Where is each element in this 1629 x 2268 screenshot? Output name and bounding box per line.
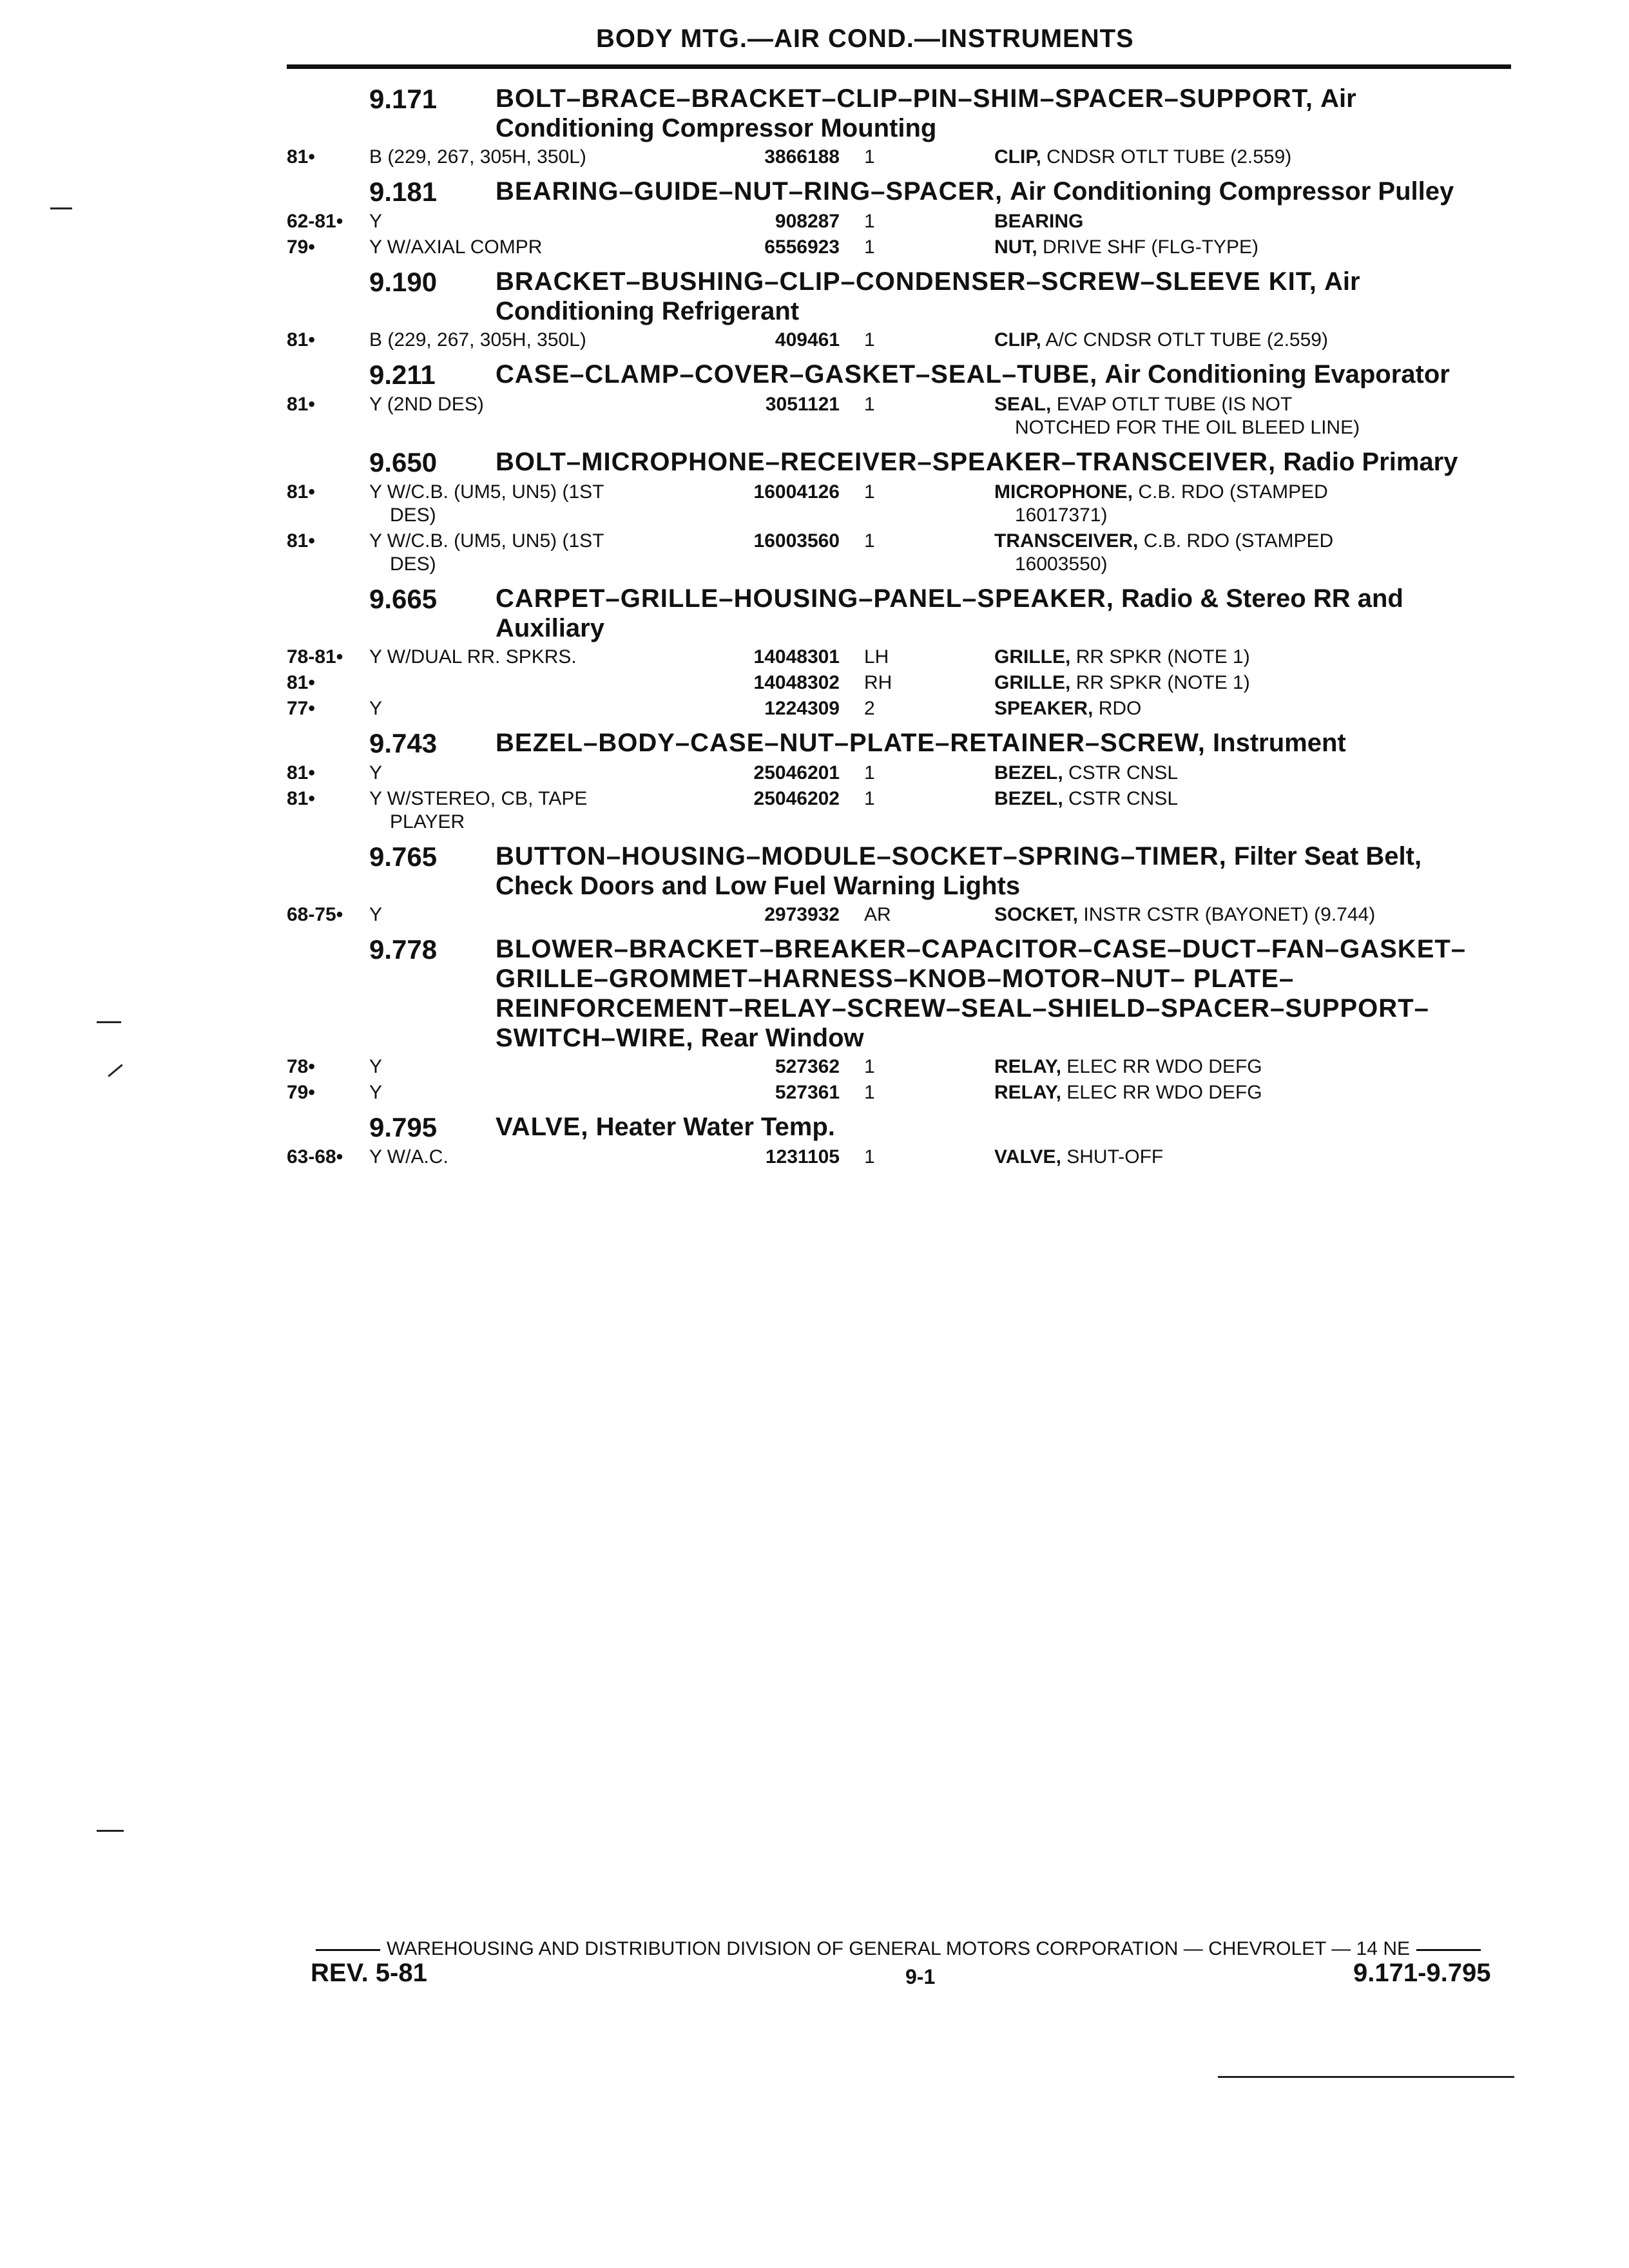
part-detail: CSTR CNSL	[1068, 788, 1179, 809]
model-years: 81•	[287, 394, 315, 415]
model-years: 79•	[287, 1082, 315, 1103]
model-years: 79•	[287, 236, 315, 258]
part-number: 908287	[775, 211, 840, 232]
catalog-section	[287, 1112, 1511, 1169]
part-name: GRILLE,	[994, 646, 1071, 668]
page-title: BODY MTG.—AIR COND.—INSTRUMENTS	[596, 24, 1134, 53]
section-description: Radio Primary	[1283, 448, 1458, 476]
part-number: 14048302	[753, 672, 840, 693]
part-detail: ELEC RR WDO DEFG	[1066, 1056, 1262, 1077]
quantity: 1	[864, 1056, 875, 1077]
quantity: 2	[864, 698, 875, 719]
part-description	[904, 481, 1478, 527]
application-text: Y	[369, 698, 383, 719]
part-detail: C.B. RDO (STAMPED	[1143, 530, 1334, 552]
part-detail: ELEC RR WDO DEFG	[1066, 1082, 1262, 1103]
application-text: Y	[369, 1056, 383, 1077]
section-keywords: CASE–CLAMP–COVER–GASKET–SEAL–TUBE,	[496, 360, 1098, 389]
scan-mark	[97, 1021, 121, 1023]
footer-rule-right	[1416, 1949, 1481, 1951]
part-name: MICROPHONE,	[994, 481, 1133, 503]
bottom-rule	[1218, 2076, 1514, 2078]
application	[369, 903, 717, 927]
application-text-cont: DES)	[390, 505, 436, 526]
part-name: SEAL,	[994, 394, 1052, 415]
part-name: NUT,	[994, 236, 1037, 258]
application	[369, 210, 717, 233]
section-number: 9.650	[369, 447, 438, 477]
section-number: 9.795	[369, 1112, 438, 1142]
part-row	[287, 210, 1511, 233]
quantity: 1	[864, 530, 875, 552]
part-description	[904, 762, 1478, 785]
description-line	[994, 646, 1478, 669]
part-number: 25046201	[753, 762, 840, 783]
model-years: 81•	[287, 146, 315, 168]
model-years: 81•	[287, 672, 315, 693]
description-line	[994, 762, 1478, 785]
quantity: 1	[864, 236, 875, 258]
section-title	[496, 84, 1501, 143]
footer-rule-left	[316, 1949, 380, 1951]
part-detail: INSTR CSTR (BAYONET) (9.744)	[1083, 904, 1376, 925]
description-line	[994, 329, 1478, 352]
application	[369, 671, 717, 695]
part-detail: EVAP OTLT TUBE (IS NOT	[1056, 394, 1293, 415]
part-row	[287, 1146, 1511, 1169]
model-years: 81•	[287, 762, 315, 783]
quantity: 1	[864, 788, 875, 809]
section-keywords: BUTTON–HOUSING–MODULE–SOCKET–SPRING–TIMER,	[496, 842, 1227, 870]
section-title	[496, 1112, 1501, 1142]
part-detail-cont: 16003550)	[1015, 553, 1108, 575]
model-years: 81•	[287, 481, 315, 503]
part-name: GRILLE,	[994, 672, 1071, 693]
part-number: 2973932	[764, 904, 840, 925]
part-row	[287, 1081, 1511, 1104]
part-name: RELAY,	[994, 1056, 1061, 1077]
part-row	[287, 1055, 1511, 1079]
section-header	[287, 447, 1511, 478]
catalog-section	[287, 360, 1511, 439]
section-title	[496, 177, 1501, 206]
application	[369, 393, 717, 439]
quantity: 1	[864, 394, 875, 415]
section-header	[287, 177, 1511, 207]
section-header	[287, 84, 1511, 143]
section-number: 9.743	[369, 728, 438, 758]
section-title	[496, 934, 1501, 1053]
part-name: TRANSCEIVER,	[994, 530, 1139, 552]
application	[369, 762, 717, 785]
catalog-content	[287, 84, 1511, 1177]
part-description	[904, 530, 1478, 576]
part-description	[904, 903, 1478, 927]
section-title	[496, 584, 1501, 643]
model-years: 81•	[287, 788, 315, 809]
model-years: 78•	[287, 1056, 315, 1077]
model-years: 81•	[287, 530, 315, 552]
section-description: Heater Water Temp.	[595, 1113, 835, 1141]
part-description	[904, 1146, 1478, 1169]
part-detail: CSTR CNSL	[1068, 762, 1179, 783]
part-number: 409461	[775, 329, 840, 351]
section-description: Air Conditioning Evaporator	[1104, 360, 1450, 389]
quantity: 1	[864, 211, 875, 232]
model-years: 78-81•	[287, 646, 343, 668]
part-row	[287, 646, 1511, 669]
section-keywords: BEZEL–BODY–CASE–NUT–PLATE–RETAINER–SCREW,	[496, 729, 1206, 757]
section-title	[496, 447, 1501, 477]
part-name: BEZEL,	[994, 788, 1063, 809]
part-row	[287, 481, 1511, 527]
part-number: 16004126	[753, 481, 840, 503]
part-name: CLIP,	[994, 146, 1041, 168]
section-header	[287, 728, 1511, 759]
part-description	[904, 393, 1478, 439]
application-text: Y W/C.B. (UM5, UN5) (1ST	[369, 530, 604, 552]
part-number: 6556923	[764, 236, 840, 258]
part-name: CLIP,	[994, 329, 1041, 351]
part-number: 527361	[775, 1082, 840, 1103]
application	[369, 646, 717, 669]
section-keywords: BOLT–MICROPHONE–RECEIVER–SPEAKER–TRANSCEIVER,	[496, 448, 1277, 476]
revision-label: REV. 5-81	[311, 1959, 427, 1987]
part-detail: DRIVE SHF (FLG-TYPE)	[1043, 236, 1259, 258]
section-header	[287, 267, 1511, 326]
part-name: SPEAKER,	[994, 698, 1094, 719]
part-number: 14048301	[753, 646, 840, 668]
section-title	[496, 841, 1501, 901]
application-text: Y W/AXIAL COMPR	[369, 236, 543, 258]
part-number: 25046202	[753, 788, 840, 809]
part-description	[904, 1081, 1478, 1104]
part-number: 16003560	[753, 530, 840, 552]
section-header	[287, 841, 1511, 901]
quantity: 1	[864, 329, 875, 351]
section-range: 9.171-9.795	[1353, 1959, 1491, 1987]
catalog-section	[287, 934, 1511, 1104]
part-detail: RR SPKR (NOTE 1)	[1075, 672, 1250, 693]
model-years: 62-81•	[287, 211, 343, 232]
catalog-section	[287, 728, 1511, 834]
part-description	[904, 329, 1478, 352]
application-text: B (229, 267, 305H, 350L)	[369, 146, 586, 168]
part-detail-cont: 16017371)	[1015, 505, 1108, 526]
scan-mark	[108, 1064, 122, 1077]
section-description: Air Conditioning Compressor Mounting	[496, 84, 1356, 142]
description-line	[994, 1055, 1478, 1079]
section-header	[287, 360, 1511, 390]
section-number: 9.765	[369, 841, 438, 872]
catalog-section	[287, 584, 1511, 720]
part-detail: SHUT-OFF	[1066, 1146, 1164, 1168]
quantity: 1	[864, 1146, 875, 1168]
part-detail-cont: NOTCHED FOR THE OIL BLEED LINE)	[1015, 417, 1360, 438]
application	[369, 697, 717, 720]
section-header	[287, 934, 1511, 1053]
section-description: Radio & Stereo RR and Auxiliary	[496, 584, 1403, 642]
scan-mark	[50, 207, 72, 209]
quantity: 1	[864, 762, 875, 783]
part-description	[904, 1055, 1478, 1079]
model-years: 63-68•	[287, 1146, 343, 1168]
quantity: LH	[864, 646, 889, 668]
part-description	[904, 697, 1478, 720]
application	[369, 146, 717, 169]
description-line	[994, 1081, 1478, 1104]
part-name: SOCKET,	[994, 904, 1079, 925]
application	[369, 530, 717, 576]
application-text: Y (2ND DES)	[369, 394, 484, 415]
description-line	[994, 530, 1478, 553]
section-keywords: CARPET–GRILLE–HOUSING–PANEL–SPEAKER,	[496, 584, 1114, 613]
application	[369, 1081, 717, 1104]
section-keywords: BEARING–GUIDE–NUT–RING–SPACER,	[496, 177, 1003, 206]
section-number: 9.778	[369, 934, 438, 965]
part-number: 3051121	[765, 394, 840, 415]
application-text: B (229, 267, 305H, 350L)	[369, 329, 586, 351]
description-line	[994, 236, 1478, 259]
application-text: Y	[369, 762, 383, 783]
part-description	[904, 236, 1478, 259]
section-header	[287, 584, 1511, 643]
part-description	[904, 787, 1478, 834]
part-number: 527362	[775, 1056, 840, 1077]
part-detail: RR SPKR (NOTE 1)	[1075, 646, 1250, 668]
section-title	[496, 267, 1501, 326]
section-number: 9.211	[369, 360, 436, 390]
part-row	[287, 787, 1511, 834]
section-keywords: BRACKET–BUSHING–CLIP–CONDENSER–SCREW–SLEEVE KIT,	[496, 267, 1317, 296]
part-number: 1231105	[765, 1146, 840, 1168]
catalog-section	[287, 447, 1511, 576]
part-row	[287, 671, 1511, 695]
part-name: RELAY,	[994, 1082, 1061, 1103]
application	[369, 787, 717, 834]
section-number: 9.181	[369, 177, 438, 207]
description-line	[994, 787, 1478, 811]
part-row	[287, 393, 1511, 439]
part-row	[287, 329, 1511, 352]
part-description	[904, 210, 1478, 233]
page-header	[287, 24, 1511, 69]
catalog-section	[287, 177, 1511, 259]
part-detail: A/C CNDSR OTLT TUBE (2.559)	[1045, 329, 1328, 351]
section-title	[496, 728, 1501, 758]
part-row	[287, 530, 1511, 576]
catalog-section	[287, 267, 1511, 352]
application-text: Y	[369, 904, 383, 925]
part-number: 1224309	[764, 698, 840, 719]
application-text-cont: DES)	[390, 553, 436, 575]
part-row	[287, 903, 1511, 927]
description-line	[994, 1146, 1478, 1169]
application	[369, 236, 717, 259]
application	[369, 1055, 717, 1079]
description-line	[994, 671, 1478, 695]
section-number: 9.665	[369, 584, 438, 614]
quantity: AR	[864, 904, 891, 925]
part-row	[287, 146, 1511, 169]
section-description: Rear Window	[700, 1024, 864, 1052]
quantity: 1	[864, 481, 875, 503]
application-text: Y W/STEREO, CB, TAPE	[369, 788, 588, 809]
application	[369, 1146, 717, 1169]
description-line	[994, 481, 1478, 504]
model-years: 81•	[287, 329, 315, 351]
part-name: VALVE,	[994, 1146, 1061, 1168]
application	[369, 481, 717, 527]
part-description	[904, 671, 1478, 695]
section-description: Instrument	[1213, 729, 1346, 757]
page-number: 9-1	[905, 1965, 936, 1988]
section-description: Air Conditioning Refrigerant	[496, 267, 1360, 325]
application-text: Y W/A.C.	[369, 1146, 448, 1168]
section-number: 9.190	[369, 267, 438, 297]
section-header	[287, 1112, 1511, 1143]
description-line	[994, 393, 1478, 416]
section-title	[496, 360, 1501, 389]
part-name: BEARING	[994, 211, 1084, 232]
part-number: 3866188	[764, 146, 840, 168]
section-keywords: VALVE,	[496, 1113, 589, 1141]
scan-mark	[97, 1830, 124, 1832]
section-number: 9.171	[369, 84, 438, 114]
application-text: Y W/C.B. (UM5, UN5) (1ST	[369, 481, 604, 503]
part-name: BEZEL,	[994, 762, 1063, 783]
part-detail: RDO	[1098, 698, 1142, 719]
quantity: RH	[864, 672, 892, 693]
footer-division-text: WAREHOUSING AND DISTRIBUTION DIVISION OF GENERAL MOTORS CORPORATION — CHEVROLET — 14 NE	[387, 1938, 1410, 1959]
section-keywords: BOLT–BRACE–BRACKET–CLIP–PIN–SHIM–SPACER–SUPPORT,	[496, 84, 1313, 113]
description-line	[994, 697, 1478, 720]
part-detail: CNDSR OTLT TUBE (2.559)	[1046, 146, 1292, 168]
application	[369, 329, 717, 352]
section-description: Filter Seat Belt, Check Doors and Low Fuel Warning Lights	[496, 842, 1422, 900]
model-years: 68-75•	[287, 904, 343, 925]
application-text: Y	[369, 1082, 383, 1103]
catalog-section	[287, 841, 1511, 927]
model-years: 77•	[287, 698, 315, 719]
application-text: Y W/DUAL RR. SPKRS.	[369, 646, 577, 668]
quantity: 1	[864, 146, 875, 168]
part-detail: C.B. RDO (STAMPED	[1138, 481, 1328, 503]
part-row	[287, 697, 1511, 720]
application-text-cont: PLAYER	[390, 811, 465, 832]
footer-division	[309, 1938, 1521, 1960]
section-description: Air Conditioning Compressor Pulley	[1010, 177, 1454, 206]
part-description	[904, 646, 1478, 669]
part-row	[287, 762, 1511, 785]
description-line	[994, 146, 1478, 169]
description-line	[994, 903, 1478, 927]
application-text: Y	[369, 211, 383, 232]
quantity: 1	[864, 1082, 875, 1103]
description-line	[994, 210, 1478, 233]
part-description	[904, 146, 1478, 169]
catalog-section	[287, 84, 1511, 169]
part-row	[287, 236, 1511, 259]
section-keywords: BLOWER–BRACKET–BREAKER–CAPACITOR–CASE–DUCT–FAN–GASKET–GRILLE–GROMMET–HARNESS–KNOB–MOTOR–NUT– PLATE–REINFORCEMENT–RELAY–SCREW–SEAL–SHIELD–SPACER–SUPPORT–SWITCH–WIRE,	[496, 935, 1467, 1052]
